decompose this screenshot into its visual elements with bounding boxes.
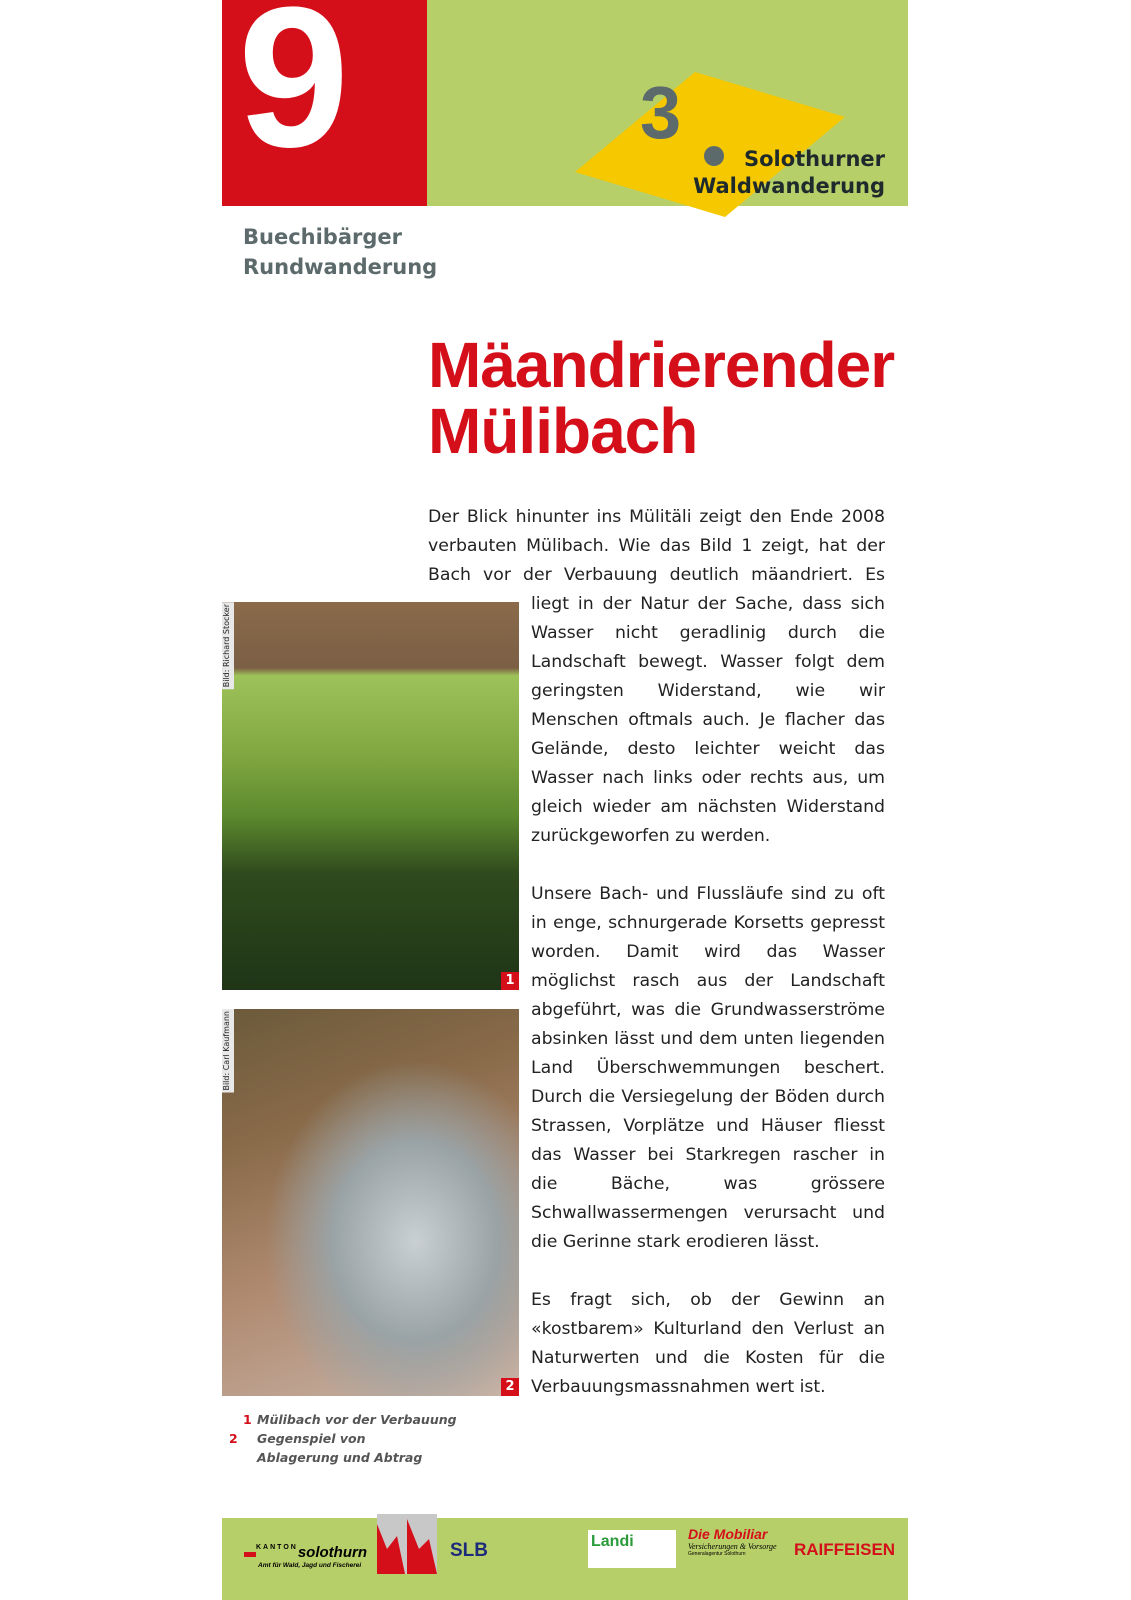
title-line1: Mäandrierender <box>428 329 895 401</box>
kanton-name: solothurn <box>297 1544 367 1561</box>
paragraph: Unsere Bach- und Flussläufe sind zu oft in enge, schnurgerade Korsetts gepresst worden. Damit wird das Wasser möglichst rasch aus der Landschaft abgeführt, was die Grundwasserströme absinken lässt und dem unten liegenden Land Überschwemmungen beschert. Durch die Versiegelung der Böden durch Strassen, Vorplätze und Häuser fliesst das Wasser bei Starkregen rascher in die Bäche, was grössere Schwallwassermengen verursacht und die Gerinne stark erodieren lässt. <box>531 884 885 1252</box>
caption-number: 1 <box>243 1412 252 1427</box>
caption-number: 2 <box>229 1431 238 1446</box>
route-line2: Rundwanderung <box>243 255 438 279</box>
photo-credit: Bild: Richard Stocker <box>222 602 234 689</box>
caption <box>229 1429 433 1467</box>
route-line1: Buechibärger <box>243 225 402 249</box>
page-title <box>428 329 895 467</box>
raiffeisen-logo: RAIFFEISEN <box>794 1540 896 1559</box>
mobiliar-agency: Generalagentur Solothurn <box>688 1551 746 1557</box>
event-number: 3 <box>640 71 682 154</box>
caption-text: Mülibach vor der Verbauung <box>257 1412 457 1427</box>
photo-number: 2 <box>501 1378 519 1396</box>
route-name <box>243 222 437 282</box>
paragraph: Der Blick hinunter ins Mülitäli zeigt den Ende 2008 verbauten Mülibach. Wie das Bild 1 zeigt, hat der Bach vor der Verbauung deutlich mäandriert. Es liegt in der Natur der Sache, dass sich Wasser nicht geradlinig durch die Landschaft bewegt. Wasser folgt dem geringsten Widerstand, wie wir Menschen oftmals auch. Je flacher das Gelände, desto leichter weicht das Wasser nach links oder rechts aus, um gleich wieder am nächsten Widerstand zurückgeworfen zu werden. <box>428 507 885 846</box>
caption-text: Gegenspiel von Ablagerung und Abtrag <box>257 1431 423 1465</box>
forest-logo <box>377 1514 437 1574</box>
photo-credit: Bild: Carl Kaufmann <box>222 1009 234 1093</box>
event-name-line1: Solothurner <box>743 147 885 171</box>
title-line2: Mülibach <box>428 395 698 467</box>
station-number: 9 <box>238 0 350 189</box>
caption <box>243 1410 457 1429</box>
sponsor-footer <box>222 1518 908 1600</box>
landi-logo <box>588 1530 676 1568</box>
paragraph: Es fragt sich, ob der Gewinn an «kostbarem» Kulturland den Verlust an Naturwerten und die Kosten für die Verbauungsmassnahmen wert ist. <box>531 1290 885 1397</box>
kanton-label: KANTON <box>256 1544 298 1551</box>
captions <box>229 1410 457 1467</box>
photo-meadow-stream <box>222 602 519 990</box>
kanton-sub: Amt für Wald, Jagd und Fischerei <box>258 1562 362 1569</box>
photo-stream-leaves <box>222 1009 519 1396</box>
mobiliar-name: Die Mobiliar <box>688 1526 768 1542</box>
slb-logo: SLB <box>450 1540 488 1561</box>
kanton-solothurn-logo <box>244 1544 367 1569</box>
event-name <box>680 146 885 200</box>
photo-number: 1 <box>501 972 519 990</box>
mobiliar-sub: Versicherungen & Vorsorge <box>688 1542 777 1551</box>
mobiliar-logo <box>688 1526 777 1557</box>
landi-name: Landi <box>591 1533 634 1550</box>
event-name-line2: Waldwanderung <box>693 174 885 198</box>
